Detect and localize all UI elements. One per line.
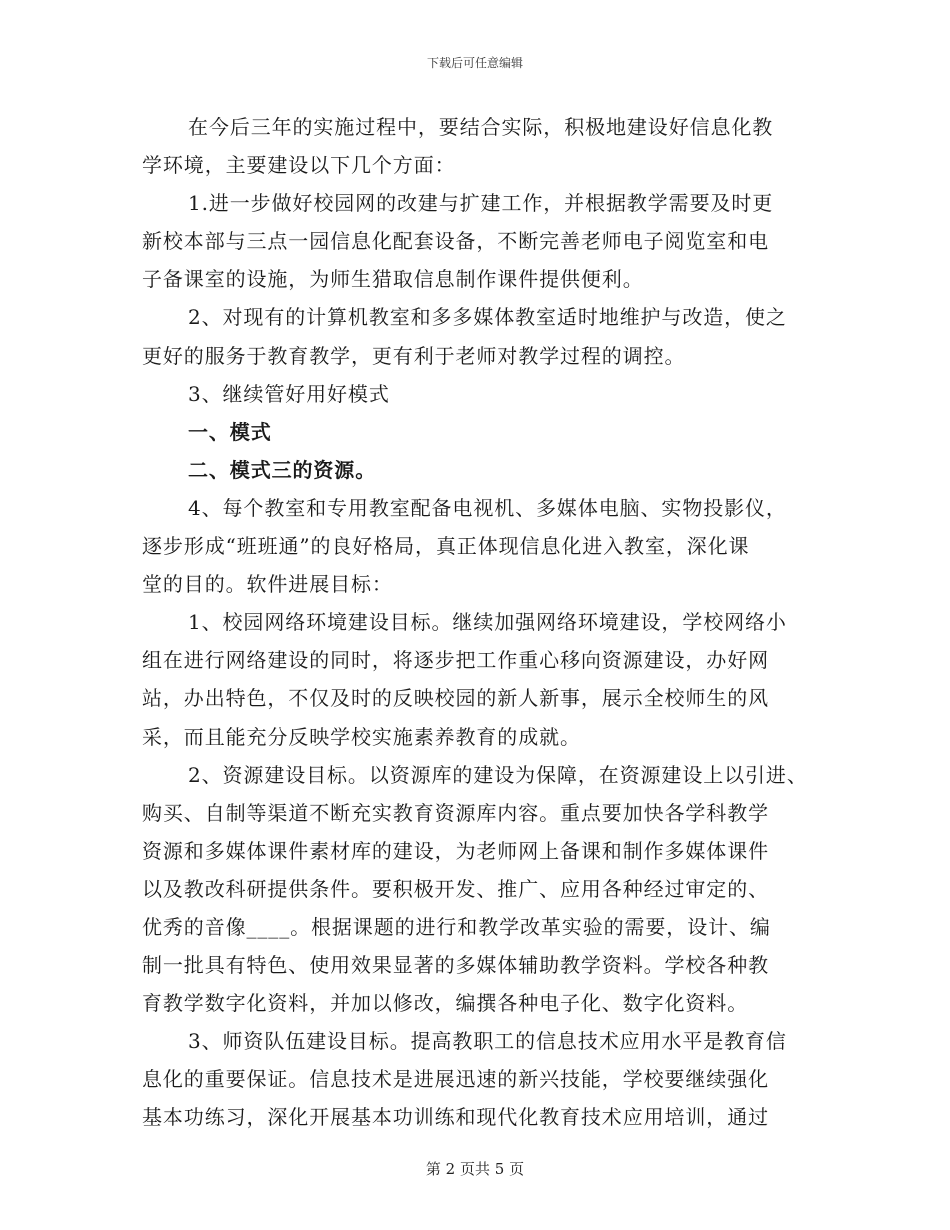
paragraph-line: 组在进行网络建设的同时，将逐步把工作重心移向资源建设，办好网 [142, 648, 769, 673]
paragraph-line: 优秀的音像____。根据课题的进行和教学改革实验的需要，设计、编 [142, 914, 771, 939]
paragraph-line: 站，办出特色，不仅及时的反映校园的新人新事，展示全校师生的风 [142, 686, 769, 711]
page-footer: 第 2 页共 5 页 [425, 1160, 525, 1178]
section-heading-line: 一、模式 [188, 419, 272, 444]
paragraph-line: 采，而且能充分反映学校实施素养教育的成就。 [142, 724, 581, 749]
paragraph-line: 3、继续管好用好模式 [188, 381, 390, 406]
paragraph-line: 购买、自制等渠道不断充实教育资源库内容。重点要加快各学科教学 [142, 800, 769, 825]
paragraph-line: 堂的目的。软件进展目标： [142, 572, 393, 597]
document-body [142, 108, 832, 1137]
paragraph-line: 在今后三年的实施过程中，要结合实际，积极地建设好信息化教 [188, 115, 774, 139]
section-heading-line: 二、模式三的资源。 [188, 457, 377, 482]
paragraph-line: 制一批具有特色、使用效果显著的多媒体辅助教学资料。学校各种教 [142, 953, 769, 978]
paragraph-line: 以及教改科研提供条件。要积极开发、推广、应用各种经过审定的、 [142, 876, 769, 901]
paragraph-line: 基本功练习，深化开展基本功训练和现代化教育技术应用培训，通过 [142, 1105, 769, 1130]
page-header: 下载后可任意编辑 [426, 56, 523, 70]
paragraph-line: 1.进一步做好校园网的改建与扩建工作，并根据教学需要及时更 [188, 191, 774, 216]
paragraph-line: 2、对现有的计算机教室和多多媒体教室适时地维护与改造，使之 [188, 305, 787, 330]
paragraph-line: 学环境，主要建设以下几个方面： [142, 153, 456, 178]
paragraph-line: 2、资源建设目标。以资源库的建设为保障，在资源建设上以引进、 [188, 762, 808, 787]
paragraph-line: 逐步形成“班班通”的良好格局，真正体现信息化进入教室，深化课 [142, 534, 750, 559]
paragraph-line: 3、师资队伍建设目标。提高教职工的信息技术应用水平是教育信 [188, 1029, 787, 1054]
paragraph-line: 1、校园网络环境建设目标。继续加强网络环境建设，学校网络小 [188, 610, 787, 635]
paragraph-line: 子备课室的设施，为师生猎取信息制作课件提供便利。 [142, 267, 644, 292]
paragraph-line: 资源和多媒体课件素材库的建设，为老师网上备课和制作多媒体课件 [142, 838, 769, 863]
paragraph-line: 更好的服务于教育教学，更有利于老师对教学过程的调控。 [142, 343, 686, 368]
paragraph-line: 4、每个教室和专用教室配备电视机、多媒体电脑、实物投影仪， [188, 495, 787, 520]
paragraph-line: 新校本部与三点一园信息化配套设备，不断完善老师电子阅览室和电 [142, 229, 769, 254]
paragraph-line: 育教学数字化资料，并加以修改，编撰各种电子化、数字化资料。 [142, 991, 749, 1016]
paragraph-line: 息化的重要保证。信息技术是进展迅速的新兴技能，学校要继续强化 [142, 1067, 769, 1092]
